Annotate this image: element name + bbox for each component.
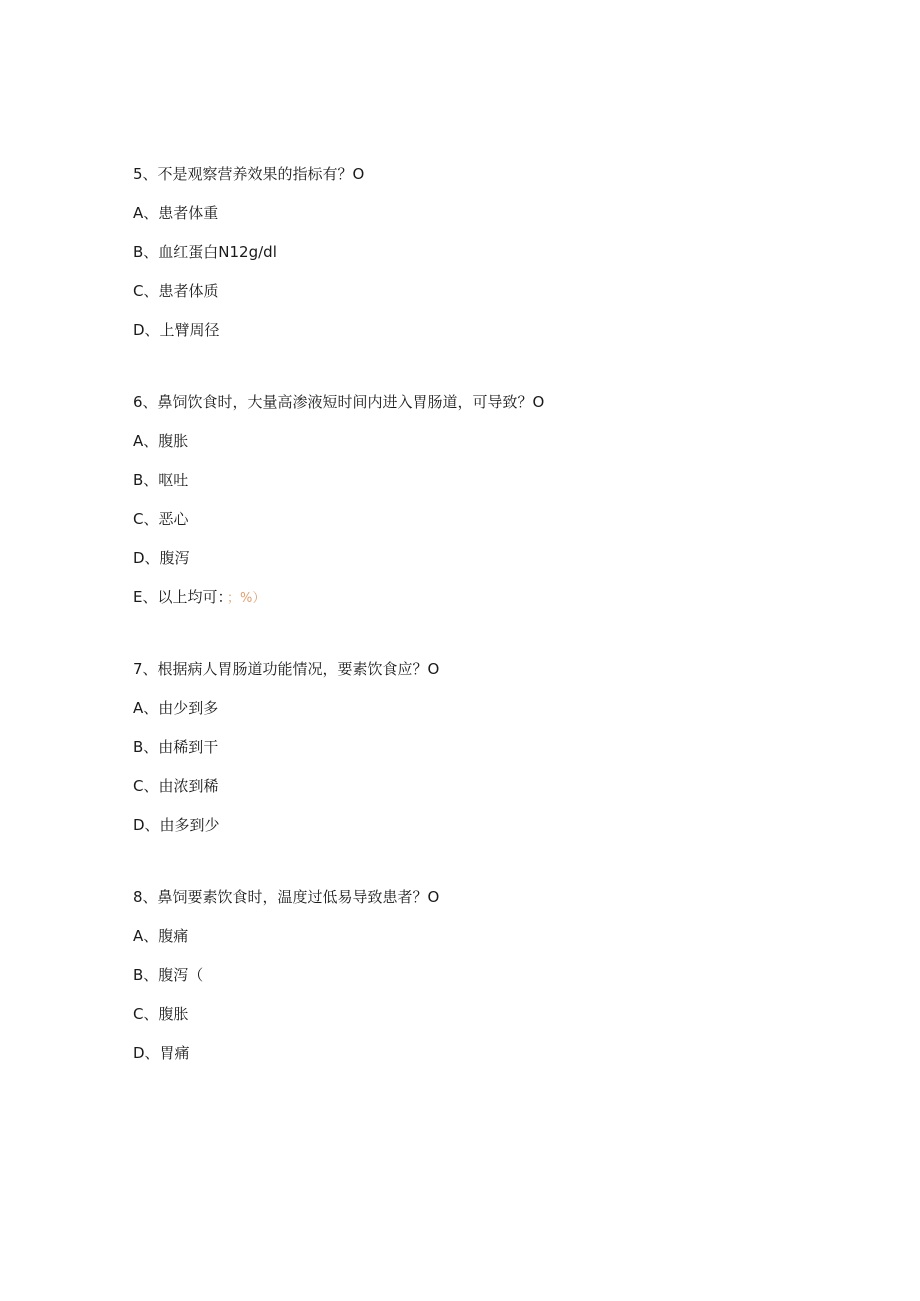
- question-6-option-c: C、恶心: [133, 510, 189, 528]
- question-8-option-b: B、腹泻（: [133, 966, 204, 984]
- question-8-option-d: D、胃痛: [133, 1044, 190, 1062]
- question-8-stem: 8、鼻饲要素饮食时，温度过低易导致患者？O: [133, 888, 440, 906]
- question-7-option-b: B、由稀到干: [133, 738, 219, 756]
- question-6-option-d: D、腹泻: [133, 549, 190, 567]
- question-8-option-a: A、腹痛: [133, 927, 189, 945]
- question-7-stem: 7、根据病人胃肠道功能情况，要素饮食应？O: [133, 660, 440, 678]
- question-5-stem: 5、不是观察营养效果的指标有？O: [133, 165, 365, 183]
- question-6-stem: 6、鼻饲饮食时，大量高渗液短时间内进入胃肠道，可导致？O: [133, 393, 545, 411]
- question-6-option-b: B、呕吐: [133, 471, 189, 489]
- question-6-faint-mark: ；%）: [226, 591, 266, 606]
- question-5-option-c: C、患者体质: [133, 282, 219, 300]
- question-5-option-a: A、患者体重: [133, 204, 219, 222]
- question-7-option-c: C、由浓到稀: [133, 777, 219, 795]
- question-5-option-b: B、血红蛋白N12g∕dl: [133, 243, 277, 261]
- question-6-option-a: A、腹胀: [133, 432, 189, 450]
- question-8-option-c: C、腹胀: [133, 1005, 189, 1023]
- question-6-option-e: [133, 587, 265, 609]
- question-5-option-d: D、上臂周径: [133, 321, 220, 339]
- question-6-option-e-text: E、以上均可：: [133, 588, 225, 606]
- question-7-option-a: A、由少到多: [133, 699, 219, 717]
- question-7-option-d: D、由多到少: [133, 816, 220, 834]
